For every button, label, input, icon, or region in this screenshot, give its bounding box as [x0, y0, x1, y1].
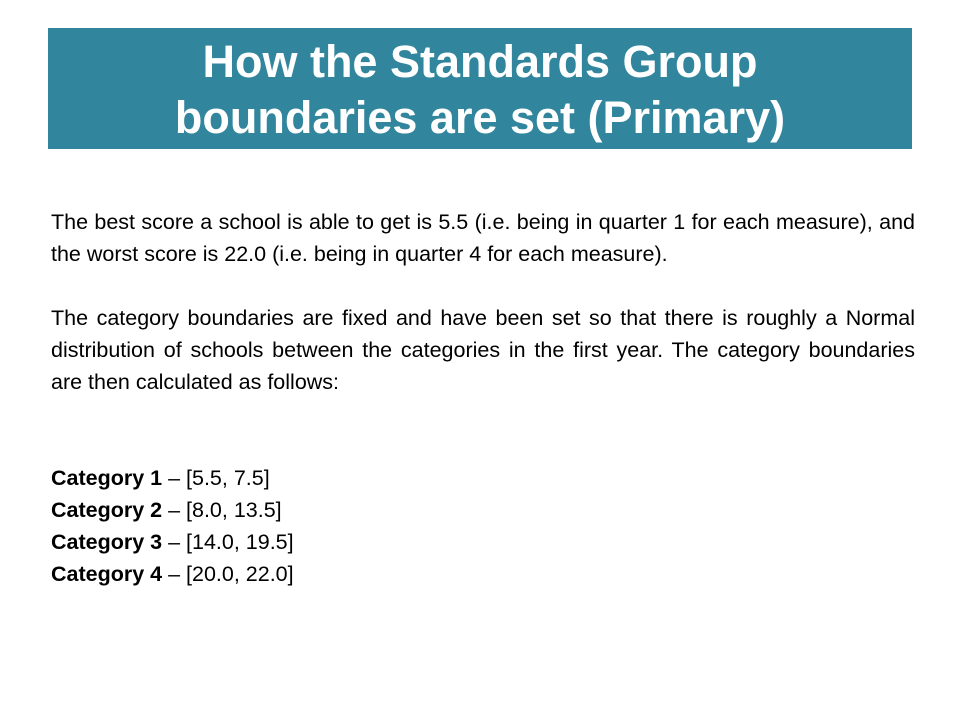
category-range: – [8.0, 13.5]	[162, 498, 282, 522]
category-item-3	[51, 526, 915, 558]
slide-title-line-1: How the Standards Group	[202, 35, 758, 87]
category-item-2	[51, 494, 915, 526]
slide-title-line-2: boundaries are set (Primary)	[174, 91, 786, 143]
category-label: Category 4	[51, 562, 163, 586]
category-range: – [14.0, 19.5]	[162, 530, 294, 554]
category-label: Category 2	[51, 498, 163, 522]
category-range: – [5.5, 7.5]	[162, 466, 270, 490]
score-range-paragraph: The best score a school is able to get is 5.5 (i.e. being in quarter 1 for each measure), and the worst score is 22.0 (i.e. being in quarter 4 for each measure).	[51, 210, 915, 266]
category-item-4	[51, 558, 915, 590]
boundaries-paragraph: The category boundaries are fixed and have been set so that there is roughly a Normal distribution of schools between the categories in the first year. The category boundaries are then calculated as follows:	[51, 306, 915, 394]
category-label: Category 1	[51, 466, 163, 490]
category-range: – [20.0, 22.0]	[162, 562, 294, 586]
category-item-1	[51, 462, 915, 494]
category-list	[51, 462, 915, 590]
title-banner	[48, 28, 912, 149]
slide-title	[175, 32, 785, 146]
category-label: Category 3	[51, 530, 163, 554]
slide-body	[51, 206, 915, 590]
